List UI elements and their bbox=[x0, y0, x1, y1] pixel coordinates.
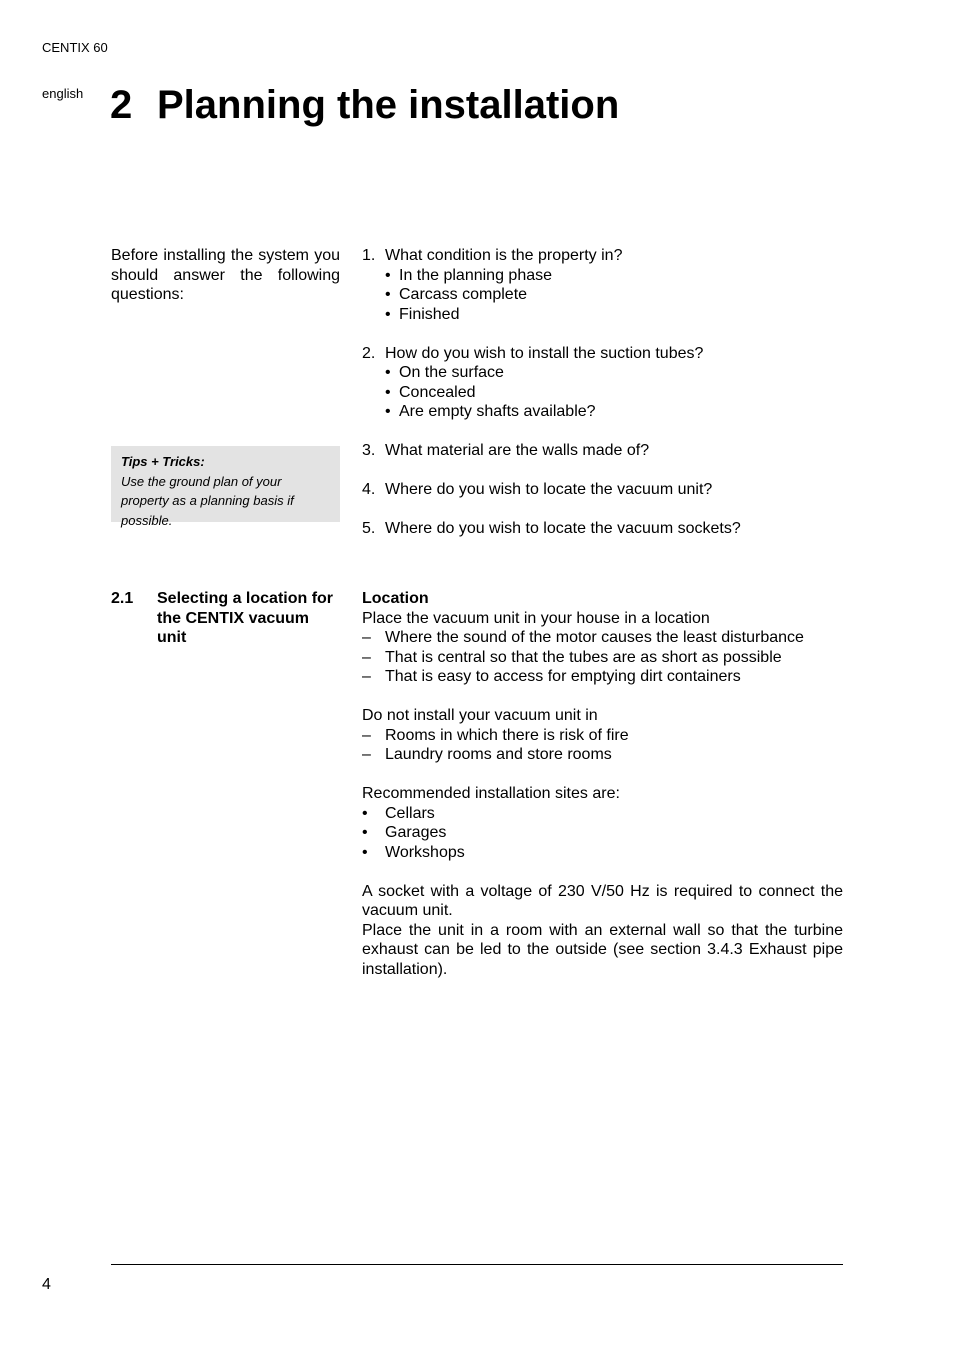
question-option-text: In the planning phase bbox=[399, 266, 553, 284]
bullet-mark: • bbox=[385, 403, 391, 420]
page-number: 4 bbox=[42, 1276, 51, 1293]
list-item bbox=[362, 726, 843, 746]
bullet-mark: • bbox=[385, 383, 391, 401]
question-item bbox=[362, 344, 842, 364]
question-item bbox=[362, 480, 842, 500]
footer-divider bbox=[111, 1264, 843, 1265]
tips-box bbox=[111, 446, 340, 528]
question-option-text: Concealed bbox=[399, 383, 476, 401]
question-number: 2. bbox=[362, 344, 376, 362]
list-marker: – bbox=[362, 726, 371, 744]
question-text: What material are the walls made of? bbox=[385, 442, 650, 459]
section-number: 2.1 bbox=[111, 590, 134, 607]
list-item bbox=[362, 823, 843, 843]
question-option-text: Are empty shafts available? bbox=[399, 403, 596, 420]
question-option-text: On the surface bbox=[399, 364, 504, 381]
list-item bbox=[362, 804, 843, 824]
list-item bbox=[362, 843, 843, 863]
question-item bbox=[362, 441, 842, 461]
question-item bbox=[362, 246, 842, 266]
do-not-intro: Do not install your vacuum unit in bbox=[362, 707, 598, 724]
question-text: Where do you wish to locate the vacuum sockets? bbox=[385, 520, 741, 537]
list-marker: – bbox=[362, 668, 371, 685]
recommended-intro: Recommended installation sites are: bbox=[362, 785, 620, 802]
list-item bbox=[362, 628, 843, 648]
location-intro: Place the vacuum unit in your house in a location bbox=[362, 609, 710, 627]
question-option bbox=[362, 305, 842, 325]
question-gap bbox=[362, 461, 842, 481]
question-item bbox=[362, 519, 842, 539]
socket-paragraph: A socket with a voltage of 230 V/50 Hz is required to connect the vacuum unit. bbox=[362, 882, 843, 919]
intro-paragraph: Before installing the system you should answer the following questions: bbox=[111, 247, 340, 303]
list-item-text: Workshops bbox=[385, 843, 465, 861]
tips-text: Use the ground plan of your property as a planning basis if possible. bbox=[121, 473, 294, 528]
list-item-text: That is central so that the tubes are as short as possible bbox=[385, 648, 782, 666]
question-option bbox=[362, 383, 842, 403]
list-item-text: Where the sound of the motor causes the least disturbance bbox=[385, 629, 804, 646]
question-text: What condition is the property in? bbox=[385, 247, 623, 264]
question-option-text: Carcass complete bbox=[399, 286, 528, 303]
header-language: english bbox=[42, 86, 84, 101]
list-item-text: Garages bbox=[385, 824, 447, 841]
bullet-mark: • bbox=[385, 266, 391, 284]
list-item bbox=[362, 745, 843, 765]
question-option bbox=[362, 266, 842, 286]
question-number: 5. bbox=[362, 520, 376, 537]
list-marker: • bbox=[362, 804, 368, 822]
location-heading: Location bbox=[362, 590, 429, 607]
chapter-number: 2 bbox=[110, 83, 133, 127]
where-list bbox=[362, 628, 843, 687]
section-title: Selecting a location for the CENTIX vacuum unit bbox=[157, 590, 334, 646]
list-item bbox=[362, 667, 843, 687]
wall-paragraph: Place the unit in a room with an external wall so that the turbine exhaust can be led to the outside (see section 3.4.3 Exhaust pipe installation). bbox=[362, 921, 843, 978]
question-gap bbox=[362, 422, 842, 442]
question-text: Where do you wish to locate the vacuum unit? bbox=[385, 481, 713, 498]
list-marker: • bbox=[362, 824, 368, 841]
recommended-list bbox=[362, 804, 843, 863]
question-option bbox=[362, 402, 842, 422]
chapter-title: Planning the installation bbox=[157, 83, 620, 127]
tips-title: Tips + Tricks: bbox=[121, 454, 205, 469]
do-not-list bbox=[362, 726, 843, 765]
bullet-mark: • bbox=[385, 364, 391, 381]
question-option bbox=[362, 363, 842, 383]
question-gap bbox=[362, 324, 842, 344]
list-marker: – bbox=[362, 648, 371, 666]
question-option bbox=[362, 285, 842, 305]
list-item-text: Cellars bbox=[385, 804, 435, 822]
list-item-text: That is easy to access for emptying dirt containers bbox=[385, 668, 741, 685]
list-marker: – bbox=[362, 629, 371, 646]
bullet-mark: • bbox=[385, 305, 391, 323]
question-number: 1. bbox=[362, 247, 376, 264]
question-text: How do you wish to install the suction tubes? bbox=[385, 344, 704, 362]
list-marker: • bbox=[362, 843, 368, 861]
question-gap bbox=[362, 500, 842, 520]
chapter-heading bbox=[110, 80, 619, 130]
header-product-name: CENTIX 60 bbox=[42, 40, 108, 55]
list-item-text: Laundry rooms and store rooms bbox=[385, 746, 612, 763]
question-number: 3. bbox=[362, 442, 376, 459]
question-number: 4. bbox=[362, 481, 376, 498]
location-block bbox=[362, 589, 843, 979]
questions-list bbox=[362, 246, 842, 539]
list-marker: – bbox=[362, 746, 371, 763]
list-item-text: Rooms in which there is risk of fire bbox=[385, 726, 629, 744]
question-option-text: Finished bbox=[399, 305, 460, 323]
list-item bbox=[362, 648, 843, 668]
bullet-mark: • bbox=[385, 286, 391, 303]
